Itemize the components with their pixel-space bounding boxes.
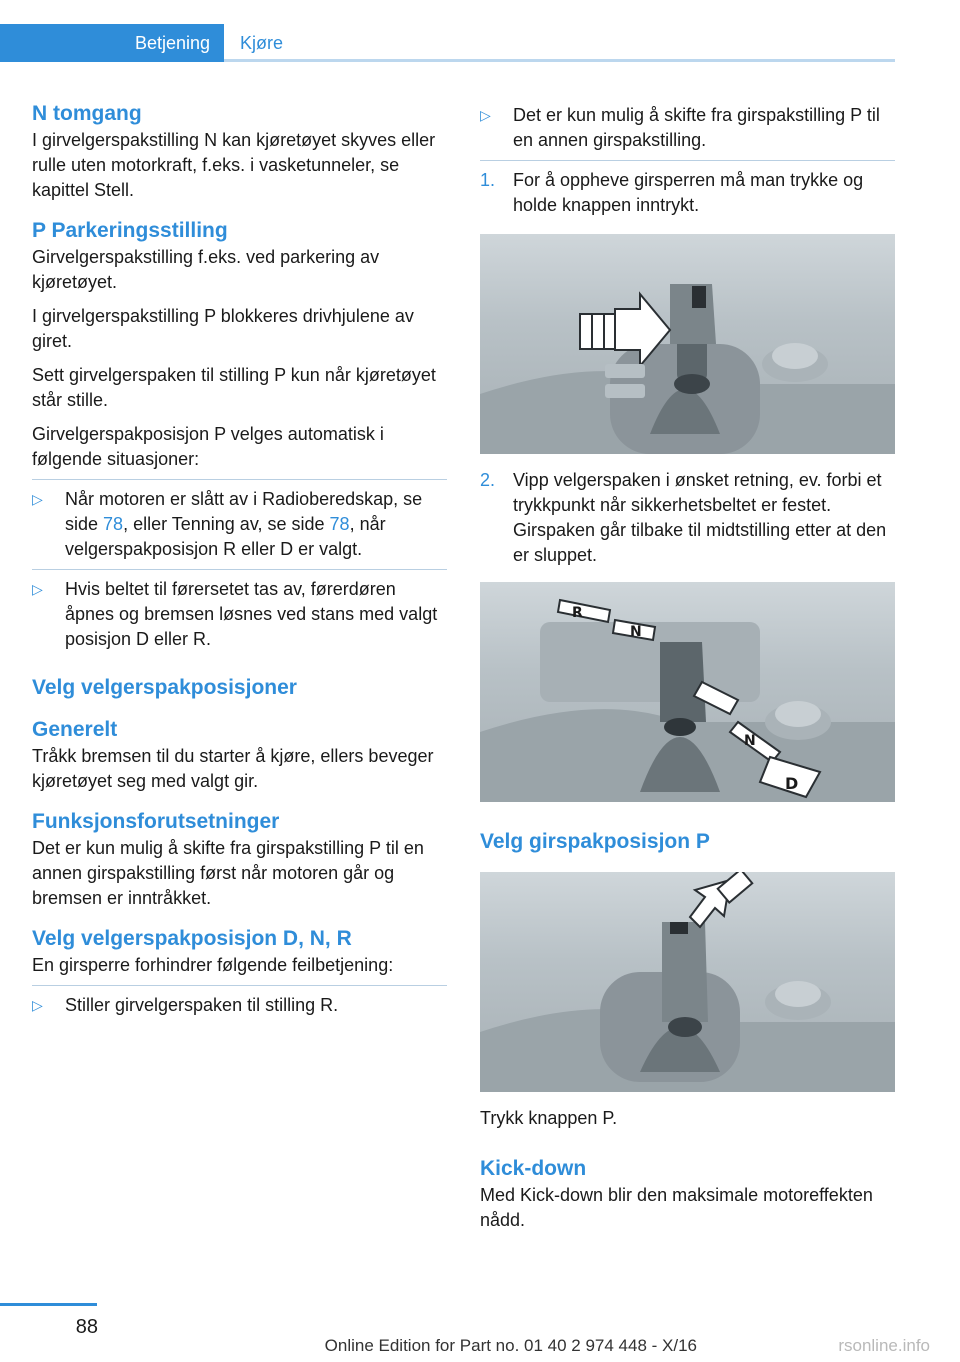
paragraph-p-1: Girvelgerspakstilling f.eks. ved parkering av kjøretøyet. (32, 247, 380, 292)
direction-label-d: D (785, 774, 799, 793)
list-item (32, 487, 447, 562)
bullet-text: Hvis beltet til førersetet tas av, førerdøren åpnes og bremsen løsnes ved stans med valgt posisjon D eller R. (65, 579, 438, 649)
heading-velg-girspakposisjon-p: Velg girspakposisjon P (480, 830, 710, 853)
step-number: 2. (480, 470, 496, 490)
divider (32, 569, 447, 570)
heading-p-parkeringsstilling: P Parkeringsstilling (32, 219, 228, 242)
list-item (32, 577, 447, 652)
heading-funksjonsforutsetninger: Funksjonsforutsetninger (32, 810, 280, 833)
tab-kjore[interactable]: Kjøre (240, 33, 284, 53)
paragraph-p-4: Girvelgerspakposisjon P velges automatisk i følgende situasjoner: (32, 424, 384, 469)
section-tab-bar (0, 24, 895, 62)
gear-selector-directions-image (480, 582, 895, 802)
direction-label-n-top: N (630, 624, 642, 640)
paragraph-p-3: Sett girvelgerspaken til stilling P kun når kjøretøyet står stille. (32, 365, 436, 410)
step-item (480, 168, 895, 218)
step-item (480, 468, 895, 568)
right-column (480, 103, 895, 1233)
list-item (480, 103, 895, 153)
paragraph-trykk-p: Trykk knappen P. (480, 1108, 618, 1128)
page-number: 88 (75, 1316, 98, 1338)
bullet-text: , når velgerspakposisjon R eller D er valgt. (65, 514, 386, 559)
paragraph-kick-down: Med Kick-down blir den maksimale motoreffekten nådd. (480, 1185, 873, 1230)
bullet-text: , eller Tenning av, se side (123, 514, 330, 534)
triangle-right-outline-icon: ▷ (480, 107, 491, 123)
divider (32, 985, 447, 986)
divider (480, 160, 895, 161)
paragraph-n-tomgang: I girvelgerspakstilling N kan kjøretøyet skyves eller rulle uten motorkraft, f.eks. i vasketunneler, se kapittel Stell. (32, 130, 436, 200)
paragraph-p-2: I girvelgerspakstilling P blokkeres drivhjulene av giret. (32, 306, 414, 351)
bullet-text: Når motoren er slått av i Radioberedskap, se side (65, 489, 423, 534)
heading-kick-down: Kick-down (480, 1157, 587, 1180)
tab-betjening[interactable] (0, 24, 224, 62)
paragraph-funksjonsforutsetninger: Det er kun mulig å skifte fra girspakstilling P til en annen girspakstilling først når motoren går og bremsen er inntråkket. (32, 838, 424, 908)
direction-label-r: R (572, 605, 583, 621)
footer-rule (0, 1303, 97, 1306)
list-item (32, 993, 447, 1018)
paragraph-dnr: En girsperre forhindrer følgende feilbetjening: (32, 955, 394, 975)
step-number: 1. (480, 170, 496, 190)
heading-velg-dnr: Velg velgerspakposisjon D, N, R (32, 927, 352, 950)
park-button-image (480, 872, 895, 1092)
heading-generelt: Generelt (32, 718, 118, 741)
triangle-right-outline-icon: ▷ (32, 997, 43, 1013)
tab-underline (224, 59, 895, 62)
direction-label-n-bottom: N (744, 733, 756, 749)
divider (32, 479, 447, 480)
edition-note: Online Edition for Part no. 01 40 2 974 448 - X/16 (324, 1336, 697, 1355)
heading-velg-velgerspakposisjoner: Velg velgerspakposisjoner (32, 676, 297, 699)
paragraph-generelt: Tråkk bremsen til du starter å kjøre, ellers beveger kjøretøyet seg med valgt gir. (32, 746, 434, 791)
triangle-right-outline-icon: ▷ (32, 581, 43, 597)
page-link[interactable]: 78 (329, 514, 350, 534)
page-link[interactable]: 78 (103, 514, 124, 534)
heading-n-tomgang: N tomgang (32, 102, 142, 125)
bullet-text: Det er kun mulig å skifte fra girspakstilling P til en annen girspakstilling. (513, 105, 880, 150)
bullet-text: Stiller girvelgerspaken til stilling R. (65, 995, 339, 1015)
triangle-right-outline-icon: ▷ (32, 491, 43, 507)
tab-betjening-label: Betjening (134, 33, 210, 53)
left-column (32, 100, 447, 1018)
step-text: For å oppheve girsperren må man trykke og holde knappen inntrykt. (513, 170, 864, 215)
watermark: rsonline.info (838, 1336, 930, 1355)
step-text: Vipp velgerspaken i ønsket retning, ev. forbi et trykkpunkt når sikkerhetsbeltet er festet. Girspaken går tilbake til midtstilling etter at den er sluppet. (513, 470, 887, 565)
gear-selector-unlock-image (480, 234, 895, 454)
